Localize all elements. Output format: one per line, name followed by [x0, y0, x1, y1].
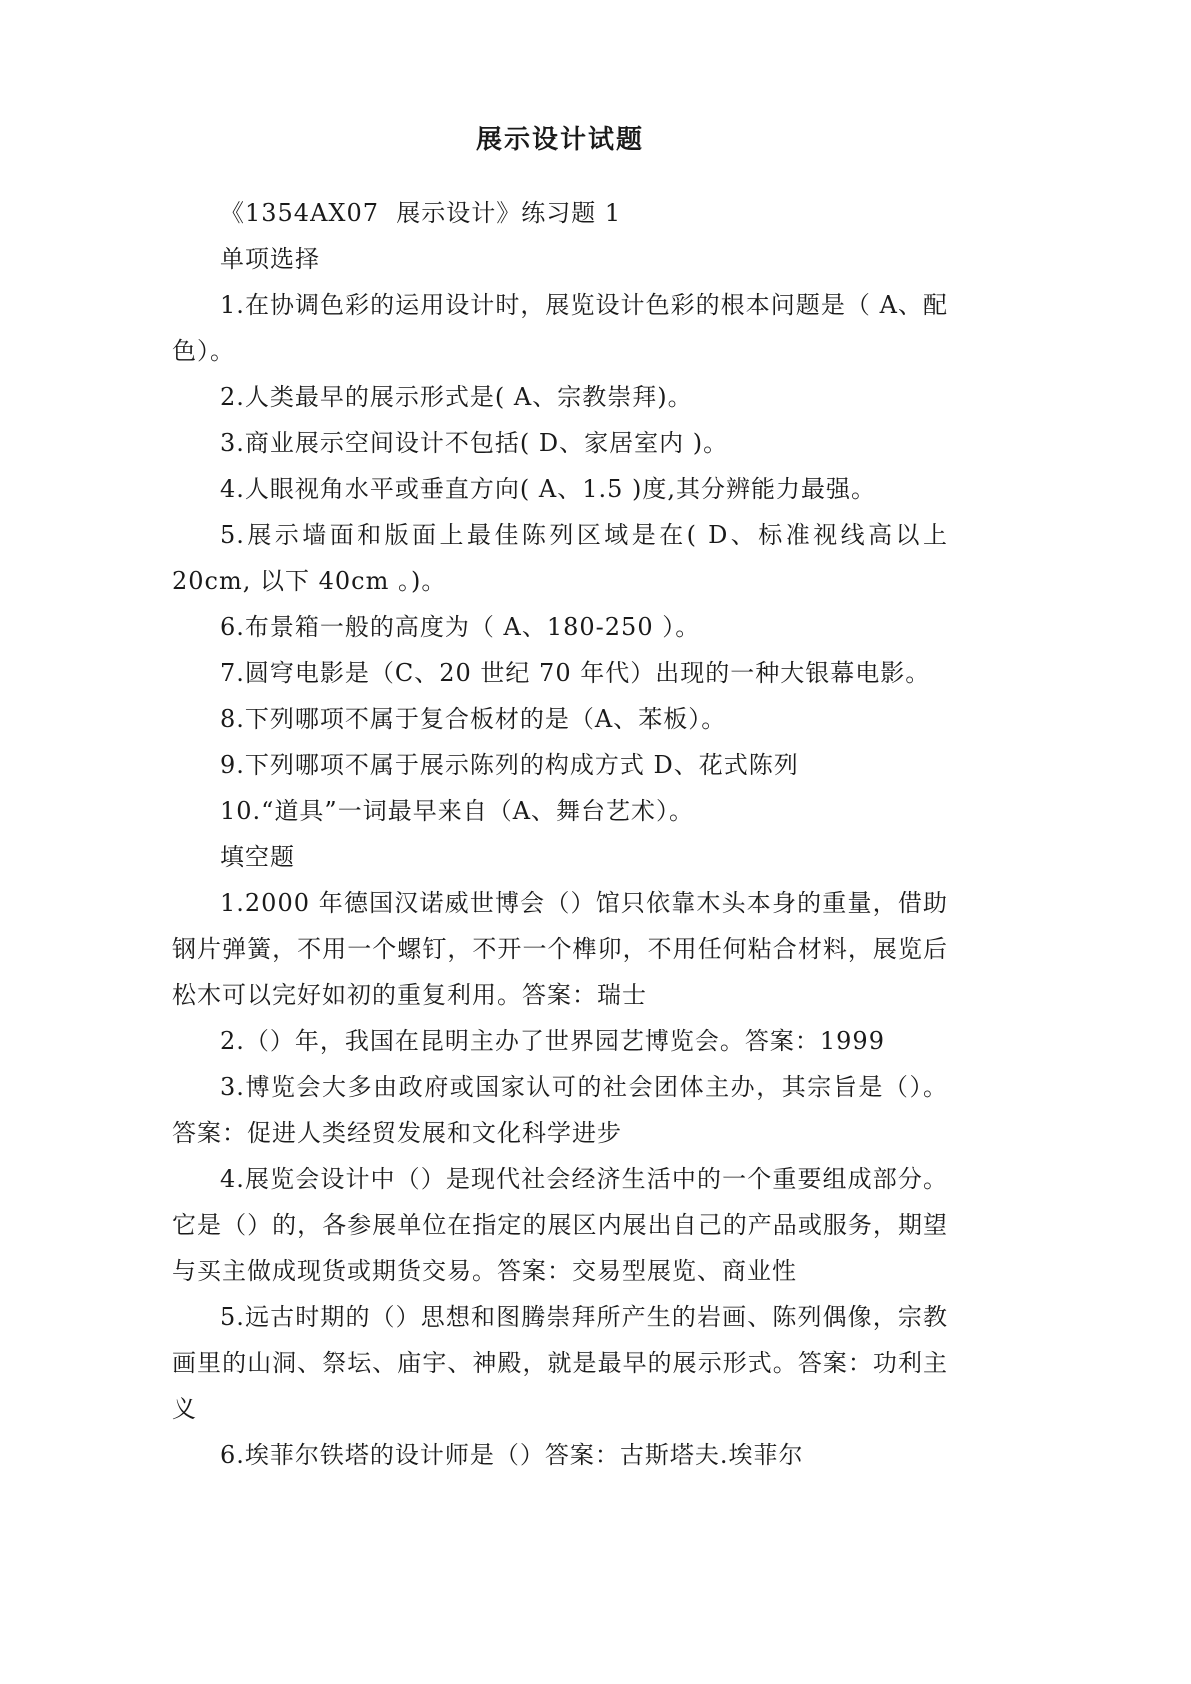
section-heading-single-choice: 单项选择 [220, 245, 320, 273]
question-item: 6.布景箱一般的高度为（ A、180-250 ）。 [220, 613, 701, 641]
question-item: 6.埃菲尔铁塔的设计师是（）答案：古斯塔夫.埃菲尔 [220, 1441, 804, 1469]
question-item: 4.展览会设计中（）是现代社会经济生活中的一个重要组成部分。它是（）的，各参展单位在指定的展区内展出自己的产品或服务，期望与买主做成现货或期货交易。答案：交易型展览、商业性 [172, 1165, 948, 1285]
question-item: 4.人眼视角水平或垂直方向( A、1.5 )度,其分辨能力最强。 [220, 475, 877, 503]
question-item: 2.人类最早的展示形式是( A、宗教崇拜)。 [220, 383, 693, 411]
question-item: 5.远古时期的（）思想和图腾崇拜所产生的岩画、陈列偶像，宗教画里的山洞、祭坛、庙宇、神殿，就是最早的展示形式。答案：功利主义 [172, 1303, 948, 1423]
question-item: 2.（）年，我国在昆明主办了世界园艺博览会。答案：1999 [220, 1027, 885, 1055]
question-item: 1.在协调色彩的运用设计时，展览设计色彩的根本问题是（ A、配色）。 [172, 291, 948, 365]
question-item: 8.下列哪项不属于复合板材的是（A、苯板）。 [220, 705, 727, 733]
question-item: 9.下列哪项不属于展示陈列的构成方式 D、花式陈列 [220, 751, 799, 779]
question-item: 5.展示墙面和版面上最佳陈列区域是在( D、标准视线高以上 20cm, 以下 40cm 。)。 [172, 521, 957, 595]
exercise-subtitle: 《1354AX07 展示设计》练习题 1 [220, 199, 622, 227]
document-title: 展示设计试题 [475, 125, 644, 155]
section-heading-fill-blank: 填空题 [220, 843, 295, 871]
question-item: 1.2000 年德国汉诺威世博会（）馆只依靠木头本身的重量，借助钢片弹簧，不用一个螺钉，不开一个榫卯，不用任何粘合材料，展览后松木可以完好如初的重复利用。答案：瑞士 [172, 889, 948, 1009]
document-page [172, 120, 957, 1478]
question-item: 10.“道具”一词最早来自（A、舞台艺术）。 [220, 797, 695, 825]
question-item: 3.商业展示空间设计不包括( D、家居室内 )。 [220, 429, 729, 457]
question-item: 7.圆穹电影是（C、20 世纪 70 年代）出现的一种大银幕电影。 [220, 659, 931, 687]
question-item: 3.博览会大多由政府或国家认可的社会团体主办，其宗旨是（）。答案：促进人类经贸发展和文化科学进步 [172, 1073, 948, 1147]
